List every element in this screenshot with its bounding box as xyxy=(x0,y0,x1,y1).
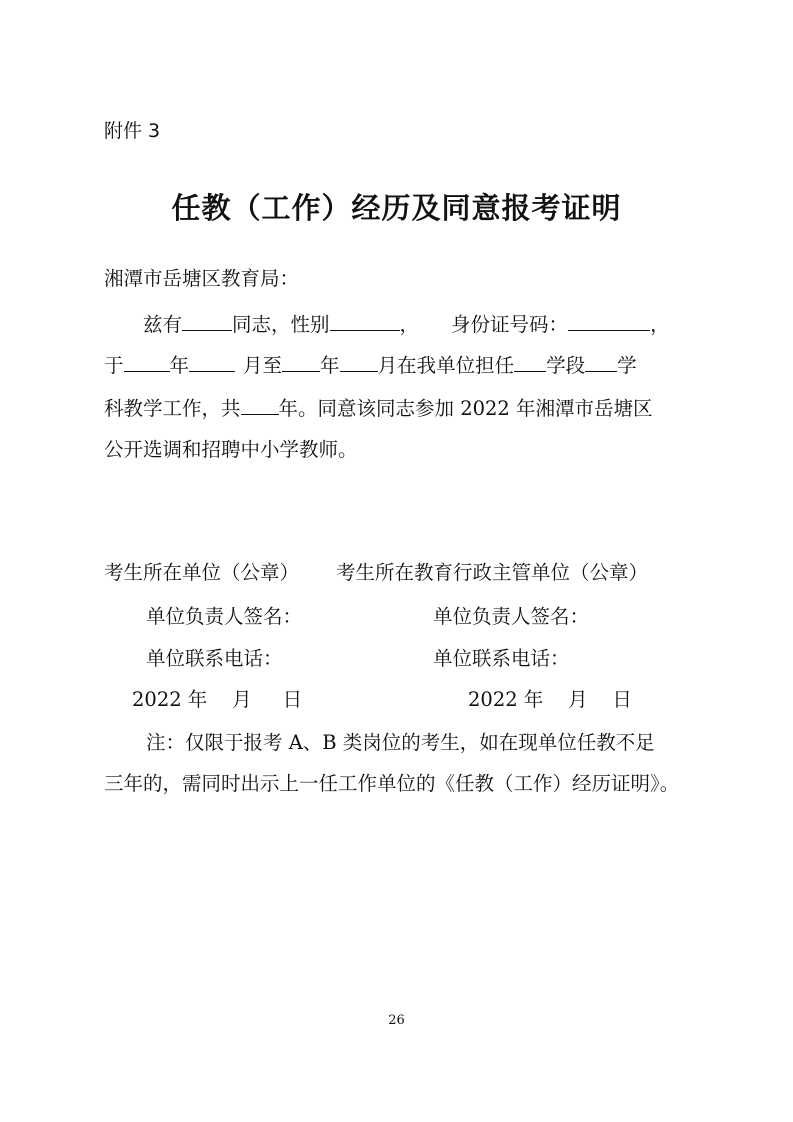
end-year-blank[interactable] xyxy=(282,345,320,372)
school-stage-blank[interactable] xyxy=(514,345,546,372)
document-title: 任教（工作）经历及同意报考证明 xyxy=(171,191,622,225)
right-unit-phone: 单位联系电话： xyxy=(433,647,570,670)
subject-blank[interactable] xyxy=(585,345,617,372)
right-unit-head-signature: 单位负责人签名： xyxy=(433,605,590,628)
id-number-blank[interactable] xyxy=(568,304,650,331)
para-text: 科教学工作，共 xyxy=(104,397,241,420)
paragraph-line-2 xyxy=(104,345,700,386)
para-text: 于 xyxy=(104,354,124,377)
name-blank[interactable] xyxy=(182,304,232,331)
education-authority-seal: 考生所在教育行政主管单位（公章） xyxy=(336,561,649,584)
attachment-label: 附件 3 xyxy=(104,120,161,142)
note-line-1: 注：仅限于报考 A、B 类岗位的考生，如在现单位任教不足 xyxy=(146,731,655,754)
years-blank[interactable] xyxy=(241,388,279,415)
para-text: ， xyxy=(399,313,420,336)
applicant-unit-seal: 考生所在单位（公章） xyxy=(104,561,300,584)
para-text: 年。同意该同志参加 2022 年湘潭市岳塘区 xyxy=(278,397,653,420)
paragraph-line-4: 公开选调和招聘中小学教师。 xyxy=(104,438,358,461)
paragraph-line-3 xyxy=(104,388,700,429)
para-text: ， xyxy=(650,313,670,336)
salutation: 湘潭市岳塘区教育局： xyxy=(104,267,300,290)
page-number: 26 xyxy=(388,1013,405,1028)
para-text: 月至 xyxy=(243,354,283,377)
para-text: 同志，性别 xyxy=(232,313,330,336)
start-year-blank[interactable] xyxy=(124,345,170,372)
gender-blank[interactable] xyxy=(330,304,400,331)
left-unit-head-signature: 单位负责人签名： xyxy=(146,605,303,628)
left-date: 2022 年 月 日 xyxy=(132,688,303,711)
para-text: 身份证号码： xyxy=(451,313,569,336)
para-text: 学段 xyxy=(546,354,586,377)
para-text: 年 xyxy=(320,354,340,377)
right-date: 2022 年 月 日 xyxy=(468,688,632,711)
para-text: 兹有 xyxy=(143,313,183,336)
paragraph-line-1 xyxy=(143,304,739,345)
left-unit-phone: 单位联系电话： xyxy=(146,647,283,670)
end-month-blank[interactable] xyxy=(340,345,378,372)
para-text: 月在我单位担任 xyxy=(377,354,515,377)
para-text: 学 xyxy=(617,354,637,377)
note-line-2: 三年的，需同时出示上一任工作单位的《任教（工作）经历证明》。 xyxy=(104,772,680,795)
start-month-blank[interactable] xyxy=(189,345,235,372)
para-text: 年 xyxy=(169,354,190,377)
